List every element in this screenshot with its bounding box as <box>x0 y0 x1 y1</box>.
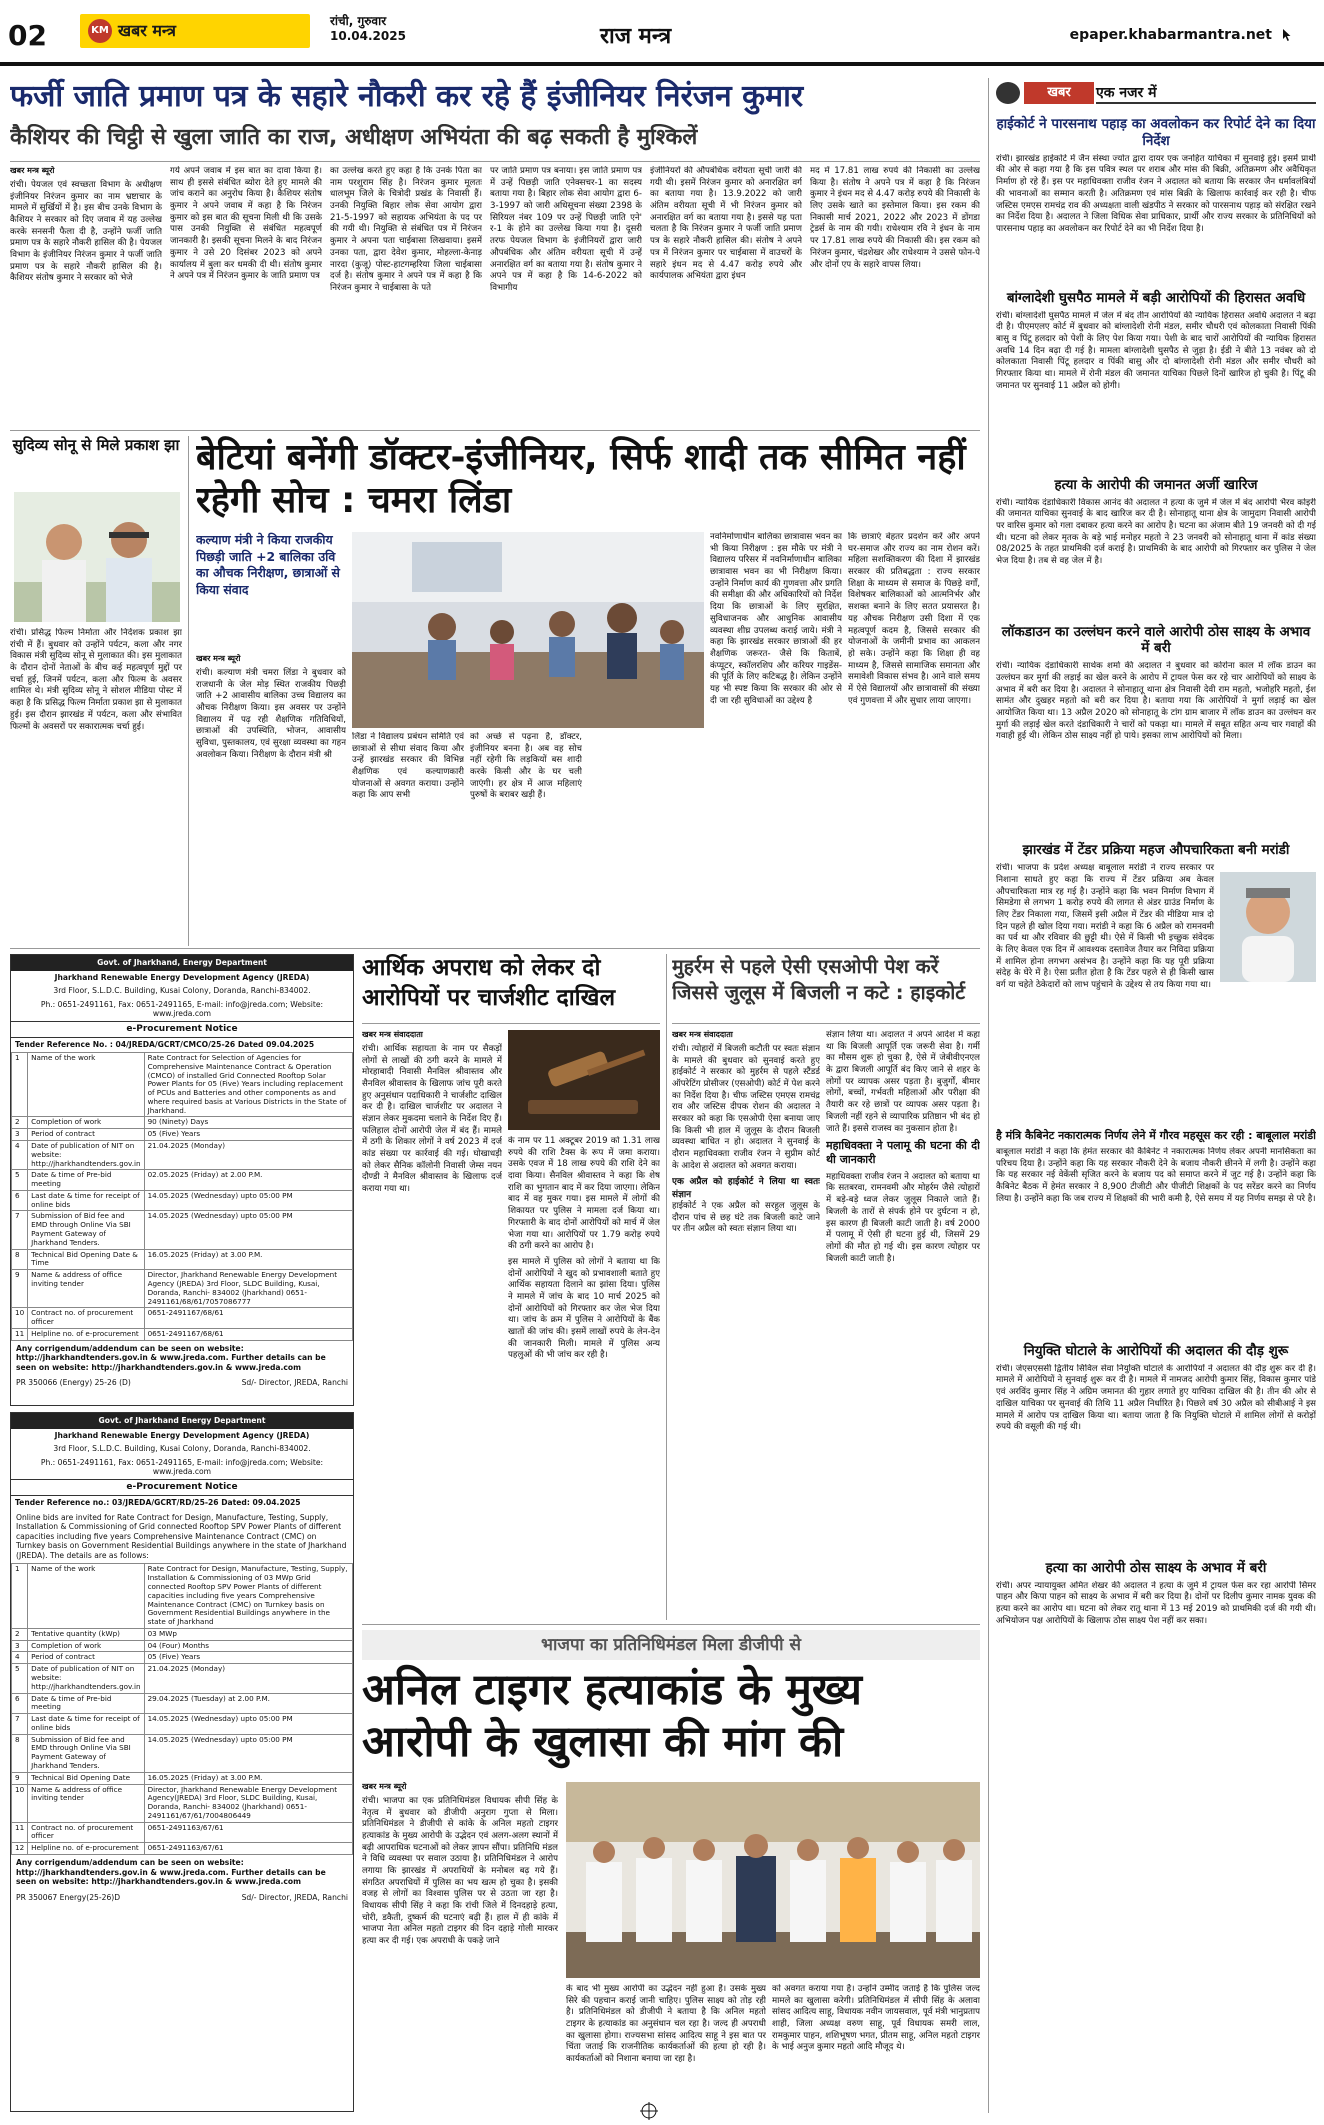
tender-cell: 10 <box>12 1784 28 1822</box>
tender-cell: 16.05.2025 (Friday) at 3.00 P.M. <box>144 1249 352 1270</box>
tender-cell: Helpline no. of e-procurement <box>28 1843 144 1855</box>
tender-cell: 9 <box>12 1270 28 1308</box>
sonu-body: रांची। प्रसिद्ध फिल्म निर्माता और निर्देशक प्रकाश झा रांची में हैं। बुधवार को उन्होंने पर्यटन, कला और नगर विकास मंत्री सुदिव्य सोनू से मुलाकात की। इस मुलाकात के दौरान दोनों नेताओं के बीच कई महत्वपूर्ण मुद्दों पर चर्चा हुई, जिनमें पर्यटन, कला और फिल्म के अवसर शामिल थे। मंत्री सुदिव्य सोनू ने सोशल मीडिया पोस्ट में कहा है कि प्रसिद्ध फिल्म निर्माता प्रकाश झा से मुलाकात हुई। इस दौरान झारखंड में पर्यटन, कला और संभावित फिल्मों के अवसरों पर सकारात्मक चर्चा हुई। <box>10 628 182 732</box>
sidebar-story: बांग्लादेशी घुसपैठ मामले में बड़ी आरोपियों की हिरासत अवधि रांची। बांग्लादेशी घुसपैठ मामले में जेल में बंद तीन आरोपियों की न्यायिक हिरासत अवधि अदालत ने बढ़ा दी है। पीएमएलए कोर्ट में बुधवार को बांग्लादेशी रोनी मंडल, समीर चौधरी एवं कोलकाता निवासी पिंकी बासु व पिंटू हलदार को पेशी के लिए पेश किया गया। पेशी के बाद चारों आरोपियों की न्यायिक हिरासत अवधि 14 दिन बढ़ा दी गई है। मामला बांग्लादेशी घुसपैठ से जुड़ा है। ईडी ने बीते 13 नवंबर को दो कोलकाता निवासी पिंटू हलदार व पिंकी बासु और दो बांग्लादेशी रोनी मंडल और समीर चौधरी को गिरफ्तार किया था। मामले में रोनी मंडल की जमानत याचिका पिछले दिनों खारिज हो चुकी है। पिंटू की जमानत पर सुनवाई 11 अप्रैल को होगी। <box>996 289 1316 391</box>
linda-col-3: को अच्छे से पढ़ना है, डॉक्टर, इंजीनियर बनना है। अब वह सोच नहीं रहेगी कि लड़कियों बस शादी करके किसी और के घर चली जाएंगी। हर क्षेत्र में आज महिलाएं पुरुषों के बराबर खड़ी हैं। <box>470 732 582 801</box>
divider <box>10 948 980 949</box>
megaphone-icon <box>996 82 1020 104</box>
tender-cell: Completion of work <box>28 1117 144 1129</box>
epaper-link[interactable]: epaper.khabarmantra.net <box>1069 27 1272 43</box>
tender-row <box>12 1714 353 1735</box>
tender-cell: 14.05.2025 (Wednesday) upto 05:00 PM <box>144 1714 352 1735</box>
tender-row <box>12 1822 353 1843</box>
tender-cell: 04 (Four) Months <box>144 1640 352 1652</box>
tender-cell: 0651-2491163/67/61 <box>144 1843 352 1855</box>
tender-cell: 02.05.2025 (Friday) at 2.00 P.M. <box>144 1170 352 1191</box>
tender-cell: Technical Bid Opening Date <box>28 1772 144 1784</box>
tender-row <box>12 1734 353 1772</box>
tender-row <box>12 1652 353 1664</box>
tender-cell: Last date & time for receipt of online bids <box>28 1714 144 1735</box>
column-rule <box>188 436 189 946</box>
bjp-headline: अनिल टाइगर हत्याकांड के मुख्य आरोपी के खुलासा की मांग की <box>362 1665 862 1768</box>
page-number: 02 <box>8 19 47 52</box>
tender-cell: 21.04.2025 (Monday) <box>144 1664 352 1693</box>
tender-cell: 90 (Ninety) Days <box>144 1117 352 1129</box>
tender-row <box>12 1640 353 1652</box>
tender-cell: 11 <box>12 1328 28 1340</box>
brand-bar <box>80 14 310 48</box>
tender-cell: 8 <box>12 1734 28 1772</box>
tender-cell: 14.05.2025 (Wednesday) upto 05:00 PM <box>144 1211 352 1249</box>
tender-cell: 0651-2491163/67/61 <box>144 1822 352 1843</box>
tender-table <box>11 1052 353 1341</box>
bjp-col-2: के बाद भी मुख्य आरोपी का उद्भेदन नहीं हुआ है। उसके मुख्य सिरे की पहचान कराई जानी चाहिए। पुलिस साक्ष्य को तोड़ रही है। प्रतिनिधिमंडल को डीजीपी ने बताया है कि अनिल महतो टाइगर के हत्याकांड का अनुसंधान चल रहा है। जल्द ही अपराधी का खुलासा होगा। राज्यसभा सांसद आदित्य साहू ने इस बात पर चिंता जताई कि राजनीतिक कार्यकर्ताओं की हत्या हो रही है। कार्यकर्ताओं को निशाना बनाया जा रहा है। <box>566 1984 766 2065</box>
marandi-photo <box>1220 872 1316 982</box>
tender-cell: Date of publication of NIT on website: http://jharkhandtenders.gov.in <box>28 1141 144 1170</box>
tender-cell: Date & time of Pre-bid meeting <box>28 1170 144 1191</box>
tender-cell: 12 <box>12 1843 28 1855</box>
lead-subhead: कैशियर की चिट्ठी से खुला जाति का राज, अधीक्षण अभियंता की बढ़ सकती है मुश्किलें <box>10 125 698 150</box>
tender-cell: 8 <box>12 1249 28 1270</box>
muharram-col-2: संज्ञान लिया था। अदालत ने अपने आदेश में कहा था कि बिजली आपूर्ति एक जरूरी सेवा है। गर्मी का मौसम शुरू हो चुका है, ऐसे में जेबीवीएनएल के द्वारा बिजली आपूर्ति बंद किए जाने से शहर के लोगों पर व्यापक असर पड़ता है। बुजुर्गों, बीमार लोगों, बच्चों, गर्भवती महिलाओं और परीक्षा की तैयारी कर रहे छात्रों पर व्यापक असर पड़ता है। बिजली नहीं रहने से व्यापारिक प्रतिष्ठान भी बंद हो जाते हैं। इससे राजस्व का नुकसान होता है। महाधिवक्ता ने पलामू की घटना की दी थी जानकारी महाधिवक्ता राजीव रंजन ने अदालत को बताया था कि सतबरवा, रामनवमी और मोहर्रम जैसे त्योहारों में बड़े-बड़े ध्वज लेकर जुलूस निकाले जाते हैं। बिजली के तारों से संपर्क होने पर दुर्घटना न हो, इस कारण ही बिजली काटी जाती है। वर्ष 2000 में पलामू में ऐसी ही घटना हुई थी, जिसमें 29 लोगों की मौत हो गई थी। इस कारण त्योहार पर बिजली काटी जाती है। <box>826 1030 980 1264</box>
tender-cell: 9 <box>12 1772 28 1784</box>
gavel-photo <box>508 1030 660 1130</box>
tender-cell: 3 <box>12 1640 28 1652</box>
tender-row <box>12 1211 353 1249</box>
lead-col-2: गये अपने जवाब में इस बात का दावा किया है। साथ ही इससे संबंधित ब्योरा देते हुए मामले की जांच कराने का अनुरोध किया है। कैशियर संतोष कुमार ने अपने जवाब में कहा है कि निरंजन कुमार को इस बात की सूचना मिली थी कि उसके पास उनकी नियुक्ति से संबंधित महत्वपूर्ण जानकारी है। इसकी सूचना मिलने के बाद निरंजन कुमार ने उसे 20 दिसंबर 2023 को अपने कार्यालय में बुला कर धमकी दी थी। संतोष कुमार ने अपने पत्र में निरंजन कुमार के जाति प्रमाण पत्र <box>170 166 322 282</box>
linda-col-5: कि छात्राएं बेहतर प्रदर्शन करें और अपने घर-समाज और राज्य का नाम रोशन करें। महिला सशक्तिकरण की दिशा में झारखंड सरकार की प्रतिबद्धता : राज्य सरकार शिक्षा के माध्यम से समाज के पिछड़े वर्गों, विशेषकर बालिकाओं को आत्मनिर्भर और सशक्त बनाने के लिए सतत प्रयासरत है। यह औचक निरीक्षण उसी दिशा में एक महत्वपूर्ण कदम है, जिससे सरकार की योजनाओं के जमीनी प्रभाव का आकलन हो सके। उन्होंने कहा कि शिक्षा ही वह माध्यम है, जिससे सामाजिक समानता और समावेशी विकास संभव है। आने वाले समय में ऐसे विद्यालयों और छात्रावासों की संख्या एवं गुणवत्ता में और सुधार लाया जाएगा। <box>848 532 980 706</box>
tender-cell: 2 <box>12 1117 28 1129</box>
sidebar-story: हाईकोर्ट ने पारसनाथ पहाड़ का अवलोकन कर रिपोर्ट देने का दिया निर्देश रांची। झारखंड हाईकोर्ट में जैन संस्था ज्योत द्वारा दायर एक जनहित याचिका में सुनवाई हुई। इसमें प्रार्थी की ओर से कहा गया है कि इस पवित्र स्थल पर शराब और मांस की बिक्री, अतिक्रमण और अवैधिकृत निर्माण हो रहे हैं। इस पर महाधिवक्ता राजीव रंजन ने अदालत को बताया कि सरकार जैन धर्मावलंबियों की भावनाओं का सम्मान करती है। अतिक्रमण एवं मांस बिक्री के खिलाफ कार्रवाई कर रही है। चीफ जस्टिस एमएस रामचंद्र राव की अध्यक्षता वाली खंडपीठ ने सरकार को पारसनाथ पहाड़ को संरक्षित रखने का निर्देश दिया है। अदालत ने जिला विधिक सेवा प्राधिकार, प्रार्थी और राज्य सरकार के प्रतिनिधियों को पारसनाथ पहाड़ का अवलोकन कर रिपोर्ट देने का भी निर्देश दिया है। <box>996 116 1316 234</box>
tender-cell: Date of publication of NIT on website: http://jharkhandtenders.gov.in <box>28 1664 144 1693</box>
tender-cell: Technical Bid Opening Date & Time <box>28 1249 144 1270</box>
tender-cell: 6 <box>12 1190 28 1211</box>
tender-cell: 5 <box>12 1664 28 1693</box>
tender-cell: 0651-2491167/68/61 <box>144 1328 352 1340</box>
tender-row <box>12 1628 353 1640</box>
sidebar-story: नियुक्ति घोटाले के आरोपियों की अदालत की दौड़ शुरू रांची। जेएसएससी द्वितीय सिविल सेवा नियुक्ति घोटाले के आरोपियों ने अदालत की दौड़ शुरू कर दी है। मामले में आरोपियों ने सुनवाई शुरू कर दी है। मामले में नामजद आरोपी कुमार सिंह, विकास कुमार पांडे एवं अरविंद कुमार सिंह ने अग्रिम जमानत की गुहार लगाते हुए याचिका दाखिल की है। तीन की ओर से दाखिल याचिका पर सुनवाई की तिथि 11 अप्रैल निर्धारित है। पिछले वर्ष 30 अप्रैल को सीबीआई ने इस मामले में आरोप पत्र दाखिल किया था। बताया जाता है कि नियुक्ति घोटाले में शामिल लोगों से करोड़ों रुपये की वसूली की गई थी। <box>996 1342 1316 1433</box>
tender-cell: Director, Jharkhand Renewable Energy Development Agency (JREDA) 3rd Floor, SLDC Building, Kusai, Doranda, Ranchi- 834002 (Jharkhand) 0651-2491161/68/61/7057086777 <box>144 1270 352 1308</box>
chargesheet-headline: आर्थिक अपराध को लेकर दो आरोपियों पर चार्जशीट दाखिल <box>362 954 660 1024</box>
tender-cell: 05 (Five) Years <box>144 1652 352 1664</box>
lead-col-1: खबर मन्त्र ब्यूरो रांची। पेयजल एवं स्वच्छता विभाग के अधीक्षण इंजीनियर निरंजन कुमार का नाम भ्रष्टाचार के मामले में सुर्खियों में है। इस बीच उनके विभाग के कैशियर ने सरकार को दिए जवाब में यह उल्लेख करके सनसनी फैला दी है, उन्होंने फर्जी जाति प्रमाण पत्र के सहारे नौकरी हासिल की है। पेयजल विभाग के इंजीनियर निरंजन कुमार ने फर्जी जाति प्रमाण पत्र के सहारे नौकरी हासिल की है। कैशियर संतोष कुमार ने सरकार को भेजे <box>10 166 162 284</box>
registration-mark-icon <box>640 2102 658 2120</box>
tender-cell: 2 <box>12 1628 28 1640</box>
tender-cell: Director, Jharkhand Renewable Energy Development Agency(JREDA) 3rd Floor, SLDC Building, Kusai, Doranda, Ranchi- 834002 (Jharkhand) 0651-2491161/67/61/7004806449 <box>144 1784 352 1822</box>
tender-cell: Rate Contract for Selection of Agencies for Comprehensive Maintenance Contract & Operation (CMCO) of installed Grid Connected Rooftop Solar Power Plants for 05 (Five) Years including replacement of PCUs and Batteries and other components as and where required basis at Various Districts in the State of Jharkhand. <box>144 1052 352 1116</box>
sonu-jha-photo <box>14 492 180 622</box>
tender-row <box>12 1141 353 1170</box>
sonu-headline: सुदिव्य सोनू से मिले प्रकाश झा <box>12 436 180 454</box>
tender-cell: Completion of work <box>28 1640 144 1652</box>
tender-cell: Period of contract <box>28 1652 144 1664</box>
tender-notice-2: Govt. of Jharkhand Energy Department Jharkhand Renewable Energy Development Agency (JREDA) 3rd Floor, S.L.D.C. Building, Kusai Colony, Doranda, Ranchi-834002. Ph.: 0651-2491161, Fax: 0651-2491165, E-mail: info@jreda.com; Website: www.jreda.com e-Procurement Notice Tender Reference no.: 03/JREDA/GCRT/RD/25-26 Dated: 09.04.2025 Online bids are invited for Rate Contract for Design, Manufacture, Testing, Supply, Installation & Commissioning of Grid connected Rooftop SPV Power Plants of different capacities including five years Comprehensive Maintenance Contract (CMC) on Turnkey basis on Government Residential Buildings anywhere in the state of Jharkhand (JREDA). The details are as follows: 1 Name of the work Rate Contract for Design, Manufacture, Testing, Supply, Installation & Commissioning of 03 MWp Grid connected Rooftop SPV Power Plants of different capacities including five years Comprehensive Maintenance Contract (CMC) on Turnkey basis on Government Residential Buildings anywhere in the state of Jharkhand 2 Tentative quantity (kWp) 03 MWp 3 Completion of work 04 (Four) Months 4 Period of contract 05 (Five) Years 5 Date of publication of NIT on website: http://jharkhandtenders.gov.in 21.04.2025 (Monday) 6 Date & time of Pre-bid meeting 29.04.2025 (Tuesday) at 2.00 P.M. 7 Last date & time for receipt of online bids 14.05.2025 (Wednesday) upto 05:00 PM 8 Submission of Bid fee and EMD through Online Via SBI Payment Gateway of Jharkhand Tenders. 14.05.2025 (Wednesday) upto 05:00 PM 9 Technical Bid Opening Date 16.05.2025 (Friday) at 3.00 P.M. 10 Name & address of office inviting tender Director, Jharkhand Renewable Energy Development Agency(JREDA) 3rd Floor, SLDC Building, Kusai, Doranda, Ranchi- 834002 (Jharkhand) 0651-2491161/67/61/7004806449 11 Contract no. of procurement officer 0651-2491163/67/61 12 Helpline no. of e-procurement 0651-2491163/67/61 Any corrigendum/addendum can be seen on website: http://jharkhandtenders.gov.in & www.jreda.com. Further details can be seen on website: http://jharkhandtenders.gov.in & www.jreda.com PR 350067 Energy(25-26)D Sd/- Director, JREDA, Ranchi <box>10 1412 354 2112</box>
divider <box>10 161 980 162</box>
column-rule <box>988 78 989 2113</box>
tender-cell: 14.05.2025 (Wednesday) upto 05:00 PM <box>144 1190 352 1211</box>
sidebar-title: एक नजर में <box>1096 82 1316 104</box>
tender-row <box>12 1170 353 1191</box>
tender-row <box>12 1693 353 1714</box>
lead-headline: फर्जी जाति प्रमाण पत्र के सहारे नौकरी कर रहे हैं इंजीनियर निरंजन कुमार <box>10 79 804 114</box>
tender-row <box>12 1784 353 1822</box>
sidebar-story: है मंत्रि कैबिनेट नकारात्मक निर्णय लेने में गौरव महसूस कर रही : बाबूलाल मरांडी बाबूलाल मरांडी ने कहा कि हेमंत सरकार की कैबिनेट ने नकारात्मक निर्णय लेकर अपनी मानसिकता का परिचय दिया है। उन्होंने कहा कि यह सरकार नौकरी देने के बजाय नौकरी छीनने में लगी है। उन्होंने कहा कि यह सरकार नई वेकेंसी सृजित करने के बजाय पद को समाप्त करने में जुट गई है। उन्होंने कहा कि कैबिनेट बैठक में हेमंत सरकार ने 8,900 टीजीटी और पीजीटी शिक्षकों के पद सरेंडर करने का निर्णय लिया है। उन्होंने कहा कि जब राज्य में शिक्षकों की भारी कमी है, ऐसे समय में यह निर्णय समझ से परे है। <box>996 1129 1316 1204</box>
tender-row <box>12 1328 353 1340</box>
bjp-kicker: भाजपा का प्रतिनिधिमंडल मिला डीजीपी से <box>362 1630 980 1660</box>
tender-row <box>12 1270 353 1308</box>
tender-cell: 0651-2491167/68/61 <box>144 1308 352 1329</box>
muharram-headline: मुहर्रम से पहले ऐसी एसओपी पेश करें जिससे जुलूस में बिजली न कटे : हाइकोर्ट <box>672 954 980 1024</box>
tender-table <box>11 1563 353 1855</box>
tender-cell: Last date & time for receipt of online bids <box>28 1190 144 1211</box>
tender-cell: 16.05.2025 (Friday) at 3.00 P.M. <box>144 1772 352 1784</box>
lead-col-4: पर जाति प्रमाण पत्र बनाया। इस जाति प्रमाण पत्र में उन्हें पिछड़ी जाति एनेक्सचर-1 का सदस्य बताया गया है। बिहार लोक सेवा आयोग द्वारा 6-3-1997 को जारी अधिसूचना संख्या 2398 के सिरियल नंबर 109 पर उन्हें पिछड़ी जाति एने' र-1 के होने का उल्लेख किया गया है। दूसरी तरफ पेयजल विभाग के इंजीनियरों द्वारा जारी औपबंधिक और अंतिम वरीयता सूची में उन्हें अनारक्षित वर्ग का बताया गया है। संतोष कुमार ने अपने पत्र में कहा है कि 14-6-2022 को विभागीय <box>490 166 642 293</box>
tender-cell: 14.05.2025 (Wednesday) upto 05:00 PM <box>144 1734 352 1772</box>
bjp-col-3: को अवगत कराया गया है। उन्होंने उम्मीद जताई है कि पुलिस जल्द मामले का खुलासा करेगी। प्रतिनिधिमंडल में सीपी सिंह के अलावा सांसद आदित्य साहू, विधायक नवीन जायसवाल, पूर्व मंत्री भानुप्रताप शाही, जिला अध्यक्ष वरुण साहू, पूर्व विधायक समरी लाल, रामकुमार पाहन, शशिभूषण भगत, प्रीतम साहू, अनिल महतो टाइगर के भाई अनुज कुमार महतो आदि मौजूद थे। <box>772 1984 980 2053</box>
tender-cell: 5 <box>12 1170 28 1191</box>
tender-row <box>12 1249 353 1270</box>
tender-cell: 10 <box>12 1308 28 1329</box>
muharram-col-1: खबर मन्त्र संवाददाता रांची। त्योहारों में बिजली कटौती पर स्वतः संज्ञान के मामले की बुधवार को सुनवाई करते हुए हाईकोर्ट ने सरकार को मुहर्रम से पहले स्टैंडर्ड ऑपरेटिंग प्रोसीजर (एसओपी) कोर्ट में पेश करने का निर्देश दिया है। चीफ जस्टिस एमएस रामचंद्र राव और जस्टिस दीपक रोशन की अदालत ने सरकार को कहा कि एसओपी ऐसा बनाया जाए कि किसी भी हाल में जुलूस के दौरान बिजली व्यवस्था बाधित न हो। अदालत ने सुनवाई के दौरान महाधिवक्ता राजीव रंजन ने सुप्रीम कोर्ट के आदेश से अदालत को अवगत कराया। एक अप्रैल को हाईकोर्ट ने लिया था स्वतः संज्ञान हाईकोर्ट ने एक अप्रैल को सरहुल जुलूस के दौरान पांच से छह घंटे तक बिजली काटे जाने पर तीन अप्रैल को स्वतः संज्ञान लिया था। <box>672 1030 820 1235</box>
chargesheet-col-1: खबर मन्त्र संवाददाता रांची। आर्थिक सहायता के नाम पर सैकड़ों लोगों से लाखों की ठगी करने के मामले में मोरहाबादी निवासी मैनविल श्रीवास्तव और सैनविल श्रीवास्तव के खिलाफ जांच पूरी करते हुए अनुसंधान पदाधिकारी ने चार्जशीट दाखिल कर दी है। दाखिल चार्जशीट पर अदालत ने संज्ञान लेकर मुकदमा चलाने के निर्देश दिए हैं। फलिहाल दोनों आरोपी जेल में बंद हैं। मामले में ठगी के शिकार लोगों ने वर्ष 2023 में दर्ज कांड संख्या पर कार्रवाई की गई। घोखाधड़ी को लेकर सैनिक कॉलोनी निवासी जेम्स नयन दौण्डी ने मैनविल श्रीवास्तव के खिलाफ दर्ज कराया गया था। <box>362 1030 502 1195</box>
tender-cell: 1 <box>12 1564 28 1628</box>
tender-cell: Name & address of office inviting tender <box>28 1270 144 1308</box>
linda-kicker: कल्याण मंत्री ने किया राजकीय पिछड़ी जाति +2 बालिका उवि का औचक निरीक्षण, छात्राओं से किया संवाद <box>196 532 340 598</box>
tender-row <box>12 1052 353 1116</box>
sidebar-story: झारखंड में टेंडर प्रक्रिया महज औपचारिकता बनी मरांडी रांची। भाजपा के प्रदेश अध्यक्ष बाबूलाल मरांडी ने राज्य सरकार पर निशाना साधते हुए कहा कि राज्य में टेंडर प्रक्रिया अब केवल औपचारिकता मात्र रह गई है। उन्होंने कहा कि भवन निर्माण विभाग में सिमडेगा से लगभग 1 करोड़ रुपये की लागत से अंडर ग्राउंड निर्माण के लिए टेंडर निकाला गया, जिसमें इसी अप्रैल में टेंडर की मीडिया मात्र दो दिन पहले ही खोल दिया गया। मरांडी ने कहा कि 6 अप्रैल को रामनवमी का पर्व था और रविवार की छुट्टी थी। ऐसे में किसी भी इच्छुक संवेदक के लिए केवल एक दिन में आवश्यक दस्तावेज तैयार कर निविदा प्रक्रिया में शामिल होना लगभग असंभव है। उन्होंने कहा कि यह पूरी प्रक्रिया संदेह के घेरे में है। ऐसा प्रतीत होता है कि टेंडर पहले से ही किसी खास वर्ग या चहेते ठेकेदारों को लाभ पहुंचाने के उद्देश्य से तय किया गया था। <box>996 842 1316 1123</box>
tender-row <box>12 1564 353 1628</box>
linda-col-1: खबर मन्त्र ब्यूरो रांची। कल्याण मंत्री चमरा लिंडा ने बुधवार को राजधानी के जेल मोड़ स्थित राजकीय पिछड़ी जाति +2 आवासीय बालिका उच्च विद्यालय का औचक निरीक्षण किया। इस अवसर पर उन्होंने विद्यालय में पढ़ रही शैक्षणिक गतिविधियों, छात्राओं की उपस्थिति, भोजन, आवासीय सुविधा, पुस्तकालय, एवं सुरक्षा व्यवस्था का गहन अवलोकन किया। निरीक्षण के दौरान मंत्री श्री <box>196 654 346 760</box>
tender-cell: Period of contract <box>28 1129 144 1141</box>
tender-row <box>12 1129 353 1141</box>
tender-cell: Contract no. of procurement officer <box>28 1308 144 1329</box>
linda-col-2: लिंडा ने विद्यालय प्रबंधन समिति एवं छात्राओं से सीधा संवाद किया और उन्हें झारखंड सरकार की विभिन्न शैक्षणिक एवं कल्याणकारी योजनाओं से अवगत कराया। उन्होंने कहा कि आप सभी <box>352 732 464 801</box>
lead-col-3: का उल्लेख करते हुए कहा है कि उनके पिता का नाम परशुराम सिंह है। निरंजन कुमार मूलतः धालभूम जिले के चित्रोदी प्रखंड के निवासी हैं। उनकी नियुक्ति बिहार लोक सेवा आयोग द्वारा 21-5-1997 को सहायक अभियंता के पद पर की गयी थी। नियुक्ति से संबंधित पत्र में निरंजन कुमार ने अपना पता चाईबासा लिखवाया। इसमें उनका पता, द्वारा देवेश कुमार, मोहल्ला-केनाड़ नारदा (कुजू) पोस्ट-हाटगम्हरिया जिला चाईबासा दर्ज है। संतोष कुमार ने अपने पत्र में कहा है कि निरंजन कुमार ने चाईबासा के पते <box>330 166 482 293</box>
city-day: रांची, गुरुवार <box>330 14 387 28</box>
linda-headline: बेटियां बनेंगी डॉक्टर-इंजीनियर, सिर्फ शादी तक सीमित नहीं रहेगी सोच : चमरा लिंडा <box>196 437 966 522</box>
tender-cell: 6 <box>12 1693 28 1714</box>
tender-row <box>12 1117 353 1129</box>
tender-cell: Contract no. of procurement officer <box>28 1822 144 1843</box>
divider <box>362 1624 980 1625</box>
masthead <box>0 0 1324 82</box>
tender-notice-1: Govt. of Jharkhand, Energy Department Jharkhand Renewable Energy Development Agency (JREDA) 3rd Floor, S.L.D.C. Building, Kusai Colony, Doranda, Ranchi-834002. Ph.: 0651-2491161, Fax: 0651-2491165, E-mail: info@jreda.com; Website: www.jreda.com e-Procurement Notice Tender Reference No. : 04/JREDA/GCRT/CMCO/25-26 Dated 09.04.2025 1 Name of the work Rate Contract for Selection of Agencies for Comprehensive Maintenance Contract & Operation (CMCO) of installed Grid Connected Rooftop Solar Power Plants for 05 (Five) Years including replacement of PCUs and Batteries and other components as and where required basis at Various Districts in the State of Jharkhand. 2 Completion of work 90 (Ninety) Days 3 Period of contract 05 (Five) Years 4 Date of publication of NIT on website: http://jharkhandtenders.gov.in 21.04.2025 (Monday) 5 Date & time of Pre-bid meeting 02.05.2025 (Friday) at 2.00 P.M. 6 Last date & time for receipt of online bids 14.05.2025 (Wednesday) upto 05:00 PM 7 Submission of Bid fee and EMD through Online Via SBI Payment Gateway of Jharkhand Tenders. 14.05.2025 (Wednesday) upto 05:00 PM 8 Technical Bid Opening Date & Time 16.05.2025 (Friday) at 3.00 P.M. 9 Name & address of office inviting tender Director, Jharkhand Renewable Energy Development Agency (JREDA) 3rd Floor, SLDC Building, Kusai, Doranda, Ranchi- 834002 (Jharkhand) 0651-2491161/68/61/7057086777 10 Contract no. of procurement officer 0651-2491167/68/61 11 Helpline no. of e-procurement 0651-2491167/68/61 Any corrigendum/addendum can be seen on website: http://jharkhandtenders.gov.in & www.jreda.com. Further details can be seen on website: http://jharkhandtenders.gov.in & www.jreda.com PR 350066 (Energy) 25-26 (D) Sd/- Director, JREDA, Ranchi <box>10 954 354 1406</box>
sidebar-banner <box>996 80 1316 106</box>
divider <box>10 430 980 431</box>
tender-cell: Date & time of Pre-bid meeting <box>28 1693 144 1714</box>
bjp-col-1: खबर मन्त्र ब्यूरो रांची। भाजपा का एक प्रतिनिधिमंडल विधायक सीपी सिंह के नेतृत्व में बुधवार को डीजीपी अनुराग गुप्ता से मिला। प्रतिनिधिमंडल ने डीजीपी से कांके के अनिल महतो टाइगर हत्याकांड के मुख्य आरोपी के उद्भेदन एवं अलग-अलग स्थानों में बढ़ी आपराधिक घटनाओं को लेकर ज्ञापन सौंपा। प्रतिनिधि मंडल ने विधि व्यवस्था पर सवाल उठाया है। प्रतिनिधिमंडल ने आरोप लगाया कि झारखंड में अपराधियों के मनोबल बढ़ गये हैं। संगठित अपराधियों में पुलिस का भय खत्म हो चुका है। इसकी वजह से लोगों का विश्वास पुलिस पर से उठता जा रहा है। विधायक सीपी सिंह ने कहा कि रांची जिले में दिनदहाड़े हत्या, चोरी, डकैती, दुष्कर्म की घटनाएं बढ़ी हैं। हाल में ही कांके में भाजपा नेता अनिल महतो टाइगर की दिन दहाड़े गोली मारकर हत्या कर दी गई। एक अपराधी के पकड़े जाने <box>362 1782 558 1947</box>
tender-row <box>12 1843 353 1855</box>
bjp-delegation-photo <box>566 1782 980 1978</box>
tender-row <box>12 1664 353 1693</box>
brand-logo-icon: KM <box>88 19 112 43</box>
sidebar-story: लॉकडाउन का उल्लंघन करने वाले आरोपी ठोस साक्ष्य के अभाव में बरी रांची। न्यायिक दंडाधिकारी सार्थक शर्मा की अदालत ने बुधवार को कोरोना काल में लॉक डाउन का उल्लंघन कर मुर्गा की लड़ाई का खेल करने के आरोप में ट्रायल फेस कर रहे चार आरोपियों को साक्ष्य के अभाव में बरी कर दिया है। अदालत ने सोनाहातू थाना क्षेत्र निवासी देवी राम महतो, भजोहरि महतो, ईश सामंत और दुखहर महतो को बरी कर दिया है। बताया गया कि आरोपियों ने मुर्गा लड़ाई का खेल आयोजित किया था। 13 अप्रैल 2020 को सोनाहातू के टांग ग्राम बाजार में लॉक डाउन का उल्लंघन कर मुर्गा की लड़ाई खेल करते दंडाधिकारी ने चारों को पकड़ा था। मामले में सबूत सहित अन्य चार गवाहों की गवाही हुई थी। लेकिन ठोस साक्ष्य नहीं हो पाये। इसका लाभ आरोपियों को मिला। <box>996 623 1316 742</box>
chargesheet-col-2: के नाम पर 11 अक्टूबर 2019 को 1.31 लाख रुपये की राशि टैक्स के रूप में जमा कराया। उसके एवज में 18 लाख रुपये की राशि देने का दावा किया। सैनविल श्रीवास्तव ने कहा कि शेष राशि का भुगतान बाद में कर दिया जाएगा। लेकिन बाद में वह मुकर गया। इस मामले में लोगों की शिकायत पर पुलिस ने मामला दर्ज किया था। गिरफ्तारी के बाद दोनों आरोपियों को मार्च में जेल भेजा गया था। आरोपियों पर 1.79 करोड़ रुपये की ठगी करने का आरोप है। इस मामले में पुलिस को लोगों ने बताया था कि दोनों आरोपियों ने खुद को प्रभावशाली बताते हुए आर्थिक सहायता दिलाने का झांसा दिया। पुलिस ने मामले में जांच के बाद 10 मार्च 2025 को दोनों आरोपियों को गिरफ्तार कर जेल भेज दिया था। जांच के क्रम में पुलिस ने आरोपियों के बैंक खातों की जांच की। इसमें लाखों रुपये के लेन-देन की जानकारी मिली। मामले में पुलिस अन्य पहलुओं की भी जांच कर रही है। <box>508 1136 660 1361</box>
dateline <box>330 14 406 44</box>
tender-cell: Tentative quantity (kWp) <box>28 1628 144 1640</box>
masthead-rule <box>0 62 1324 66</box>
tender-row <box>12 1772 353 1784</box>
tender-cell: 21.04.2025 (Monday) <box>144 1141 352 1170</box>
linda-classroom-photo <box>352 532 704 728</box>
tender-cell: 1 <box>12 1052 28 1116</box>
column-rule <box>666 954 667 1620</box>
sidebar-story: हत्या का आरोपी ठोस साक्ष्य के अभाव में बरी रांची। अपर न्यायायुक्त अमित शेखर की अदालत ने हत्या के जुर्म में ट्रायल फेस कर रहा आरोपी सिमर पाहन और किपा पाहन को साक्ष्य के अभाव में बरी कर दिया है। दोनों पर दिलीप कुमार नामक युवक की हत्या करने का आरोप था। घटना को लेकर रातू थाना में 13 मई 2019 को प्राथमिकी दर्ज की गयी थी। अभियोजन पक्ष आरोपियों के खिलाफ ठोस साक्ष्य पेश नहीं कर सका। <box>996 1559 1316 1626</box>
tender-cell: Submission of Bid fee and EMD through Online Via SBI Payment Gateway of Jharkhand Tenders. <box>28 1734 144 1772</box>
tender-cell: 11 <box>12 1822 28 1843</box>
tender-cell: 4 <box>12 1141 28 1170</box>
section-title: राज मन्त्र <box>600 24 672 49</box>
tender-cell: 05 (Five) Years <box>144 1129 352 1141</box>
sidebar-story: हत्या के आरोपी की जमानत अर्जी खारिज रांची। न्यायिक दंडाधिकारी विकास आनंद की अदालत ने हत्या के जुर्म में जेल में बंद आरोपी भैरव कोइरी की जमानत याचिका सुनवाई के बाद खारिज कर दी है। सोनाहातू थाना क्षेत्र के जामुदाग निवासी आरोपी पर वारिस कुमार को गला दबाकर हत्या करने का आरोप है। घटना का अंजाम बीते 19 जनवरी को दी गई थी। घटना को लेकर मृतक के बड़े भाई मनोहर महतो ने 23 जनवरी को सोनाहातू थाना में कांड संख्या 08/2025 के तहत प्राथमिकी दर्ज कराई है। प्राथमिकी के बाद आरोपी को गिरफ्तार कर पुलिस ने जेल भेज दिया है। तब से वह जेल में है। <box>996 476 1316 566</box>
tender-cell: Submission of Bid fee and EMD through Online Via SBI Payment Gateway of Jharkhand Tenders. <box>28 1211 144 1249</box>
tender-cell: Helpline no. of e-procurement <box>28 1328 144 1340</box>
tender-cell: Name of the work <box>28 1564 144 1628</box>
tender-cell: Rate Contract for Design, Manufacture, Testing, Supply, Installation & Commissioning of 03 MWp Grid connected Rooftop SPV Power Plants of different capacities including five years Comprehensive Maintenance Contract (CMC) on Turnkey basis on Government Residential Buildings anywhere in the state of Jharkhand <box>144 1564 352 1628</box>
tender-cell: 4 <box>12 1652 28 1664</box>
tender-cell: 29.04.2025 (Tuesday) at 2.00 P.M. <box>144 1693 352 1714</box>
brand-name: खबर मन्त्र <box>118 21 176 41</box>
linda-col-4: नवनिर्माणाधीन बालिका छात्रावास भवन का भी किया निरीक्षण : इस मौके पर मंत्री ने विद्यालय परिसर में नवनिर्माणाधीन बालिका छात्रावास भवन का भी निरीक्षण किया। उन्होंने निर्माण कार्य की गुणवत्ता और प्रगति की समीक्षा की और अधिकारियों को निर्देश दिया कि छात्राओं के लिए सुरक्षित, सुविधाजनक और आधुनिक आवासीय व्यवस्था शीघ्र उपलब्ध कराई जाये। मंत्री ने कहा कि झारखंड सरकार छात्राओं की हर शैक्षणिक जरूरत- जैसे कि किताबें, कंप्यूटर, स्कॉलरशिप और करियर गाइडेंस-की पूर्ति के लिए कटिबद्ध है। लेकिन उन्होंने यह भी स्पष्ट किया कि सरकार की ओर से दी जा रही सुविधाओं का उद्देश्य है <box>710 532 842 706</box>
tender-cell: 7 <box>12 1211 28 1249</box>
byline: खबर मन्त्र ब्यूरो <box>10 166 55 175</box>
issue-date: 10.04.2025 <box>330 29 406 43</box>
tender-cell: Name of the work <box>28 1052 144 1116</box>
tender-cell: 03 MWp <box>144 1628 352 1640</box>
tender-cell: 3 <box>12 1129 28 1141</box>
sidebar <box>996 110 1316 2110</box>
sidebar-tag: खबर <box>1024 82 1094 104</box>
lead-col-6: मद में 17.81 लाख रुपये की निकासी का उल्लेख किया है। संतोष ने अपने पत्र में कहा है कि निरंजन कुमार ने इंधन मद से 4.47 करोड़ रुपये की निकासी के लिए उसके खाते का इस्तेमाल किया। इस रकम की निकासी मार्च 2021, 2022 और 2023 में डोंगडा ट्रेडर्स के नाम की गयी। राधेश्याम रवि ने इंधन के नाम पर 17.81 लाख रुपये की निकासी की। इस रकम को निरंजन कुमार, चंद्रशेखर और राधेश्याम ने उससे फोन-पे और दोनों एप के सहारे वापस लिया। <box>810 166 980 270</box>
tender-cell: Name & address of office inviting tender <box>28 1784 144 1822</box>
tender-cell: 7 <box>12 1714 28 1735</box>
tender-row <box>12 1308 353 1329</box>
lead-col-5: इंजीनियरों की औपबंधिक वरीयता सूची जारी की गयी थी। इसमें निरंजन कुमार को अनारक्षित वर्ग का बताया गया है। 13.9.2022 को जारी अंतिम वरीयता सूची में भी निरंजन कुमार को अनारक्षित वर्ग का बताया गया है। इससे यह पता चलता है कि निरंजन कुमार ने फर्जी जाति प्रमाण पत्र के सहारे नौकरी हासिल की। संतोष ने अपने पत्र में निरंजन कुमार पर चाईबासा में वाउचरों के सहारे इंधन मद से 4.47 करोड़ रुपये और कार्यपालक अभियंता द्वारा इंधन <box>650 166 802 282</box>
tender-row <box>12 1190 353 1211</box>
hand-cursor-icon <box>1280 28 1294 42</box>
